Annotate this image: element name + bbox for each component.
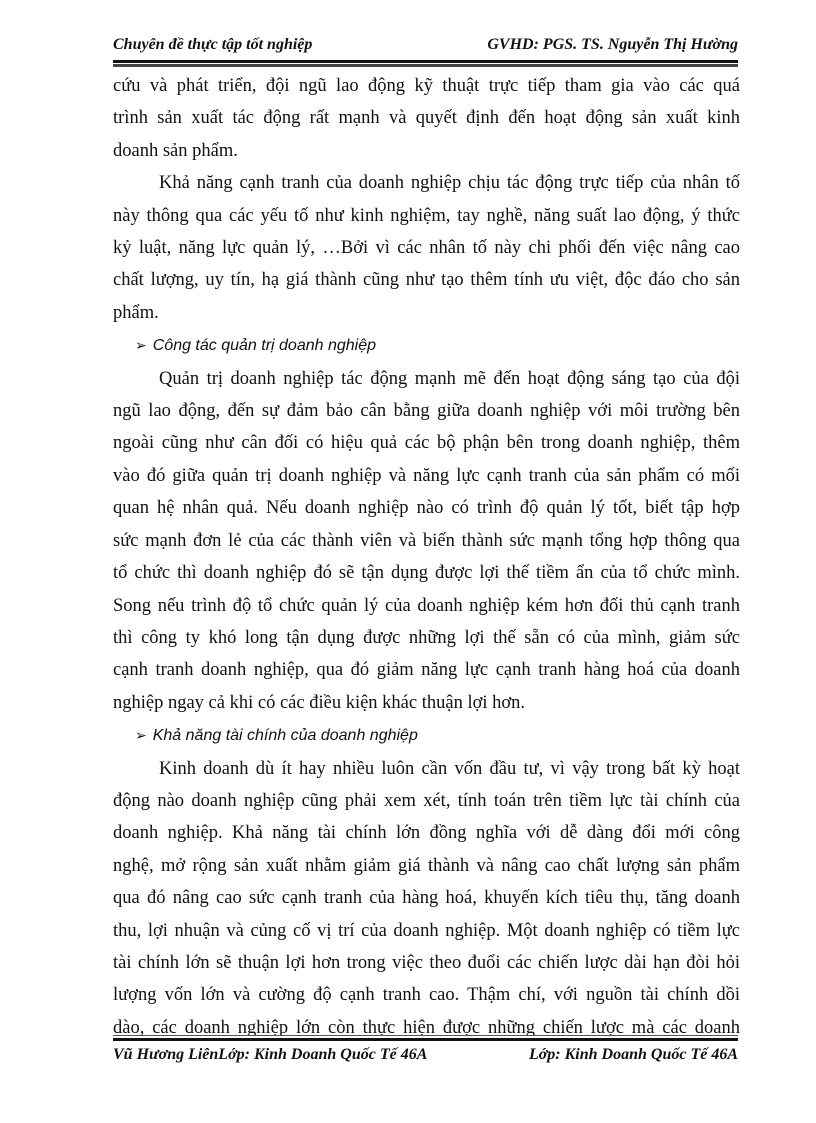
paragraph bbox=[113, 167, 740, 329]
text-line: này thông qua các yếu tố như kinh nghiệm, tay nghề, năng suất lao động, ý thức bbox=[113, 205, 740, 226]
text-line: thì công ty khó long tận dụng được những lợi thế sẵn có của mình, giảm sức bbox=[113, 627, 740, 648]
text-line: Quản trị doanh nghiệp tác động mạnh mẽ đến hoạt động sáng tạo của đội bbox=[159, 368, 740, 389]
text-line: Song nếu trình độ tổ chức quản lý của doanh nghiệp kém hơn đối thủ cạnh tranh bbox=[113, 595, 740, 616]
text-line: lượng vốn lớn và cường độ cạnh tranh cao. Thậm chí, với nguồn tài chính dồi bbox=[113, 985, 740, 1006]
text-line: vào đó giữa quản trị doanh nghiệp và năng lực cạnh tranh của sản phẩm có mối bbox=[113, 465, 740, 486]
text-line: kỷ luật, năng lực quản lý, …Bởi vì các nhân tố này chi phối đến việc nâng cao bbox=[113, 238, 740, 259]
paragraph bbox=[113, 363, 740, 719]
text-line: tài chính lớn sẽ thuận lợi hơn trong việc theo đuổi các chiến lược dài hạn đòi hỏi bbox=[113, 952, 740, 973]
text-line: ngoài cũng như cân đối có hiệu quả các bộ phận bên trong doanh nghiệp, thêm bbox=[113, 433, 740, 454]
text-line: cứu và phát triển, đội ngũ lao động kỹ thuật trực tiếp tham gia vào các quá bbox=[113, 76, 740, 96]
text-line: chất lượng, uy tín, hạ giá thành cũng như tạo thêm tính ưu việt, độc đáo cho sản bbox=[113, 270, 740, 291]
header-rule bbox=[113, 60, 738, 64]
section-heading bbox=[113, 329, 740, 362]
text-line: nghiệp ngay cả khi có các điều kiện khác thuận lợi hơn. bbox=[113, 692, 526, 713]
page-footer bbox=[113, 1046, 738, 1064]
text-line: doanh nghiệp. Khả năng tài chính lớn đồng nghĩa với dễ dàng đổi mới công bbox=[113, 823, 740, 844]
text-line: ngũ lao động, đến sự đảm bảo cân bằng giữa doanh nghiệp với môi trường bên bbox=[113, 401, 740, 422]
section-heading-text: Khả năng tài chính của doanh nghiệp bbox=[152, 727, 418, 745]
text-line: trình sản xuất tác động rất mạnh và quyết định đến hoạt động sản xuất kinh bbox=[113, 108, 740, 129]
text-line: sức mạnh đơn lẻ của các thành viên và biến thành sức mạnh tổng hợp thông qua bbox=[113, 530, 740, 551]
footer-right: Lớp: Kinh Doanh Quốc Tế 46A bbox=[528, 1046, 738, 1063]
footer-rule bbox=[113, 1038, 738, 1041]
text-line: nghệ, mở rộng sản xuất nhằm giảm giá thành và nâng cao chất lượng sản phẩm bbox=[113, 855, 740, 876]
paragraph bbox=[113, 753, 740, 1045]
text-line: Kinh doanh dù ít hay nhiều luôn cần vốn đầu tư, vì vậy trong bất kỳ hoạt bbox=[159, 758, 740, 779]
text-line: doanh sản phẩm. bbox=[113, 140, 238, 161]
text-line: dào, các doanh nghiệp lớn còn thực hiện được những chiến lược mà các doanh bbox=[113, 1017, 740, 1038]
text-line: qua đó nâng cao sức cạnh tranh của hàng hoá, khuyến kích tiêu thụ, tăng doanh bbox=[113, 888, 740, 909]
page-header bbox=[113, 36, 738, 56]
text-line: quan hệ nhân quả. Nếu doanh nghiệp nào có trình độ quản lý tốt, biết tập hợp bbox=[113, 498, 740, 519]
footer-left: Vũ Hương LiênLớp: Kinh Doanh Quốc Tế 46A bbox=[113, 1046, 428, 1063]
header-right: GVHD: PGS. TS. Nguyễn Thị Hường bbox=[487, 36, 738, 53]
text-line: động nào doanh nghiệp cũng phải xem xét, tính toán trên tiềm lực tài chính của bbox=[113, 790, 740, 811]
text-line: Khả năng cạnh tranh của doanh nghiệp chịu tác động trực tiếp của nhân tố bbox=[159, 173, 740, 194]
arrow-bullet-icon: ➢ bbox=[135, 727, 147, 744]
text-line: phẩm. bbox=[113, 302, 159, 323]
section-heading-text: Công tác quản trị doanh nghiệp bbox=[152, 337, 377, 355]
paragraph bbox=[113, 70, 740, 167]
text-line: tổ chức thì doanh nghiệp đó sẽ tận dụng được lợi thế tiềm ẩn của tổ chức mình. bbox=[113, 563, 740, 584]
text-line: cạnh tranh doanh nghiệp, qua đó giảm năng lực cạnh tranh hàng hoá của doanh bbox=[113, 660, 740, 681]
arrow-bullet-icon: ➢ bbox=[135, 337, 147, 354]
document-body bbox=[113, 70, 740, 1044]
section-heading bbox=[113, 719, 740, 752]
header-left: Chuyên đề thực tập tốt nghiệp bbox=[113, 36, 313, 53]
text-line: thu, lợi nhuận và củng cố vị trí của doanh nghiệp. Một doanh nghiệp có tiềm lực bbox=[113, 920, 740, 941]
